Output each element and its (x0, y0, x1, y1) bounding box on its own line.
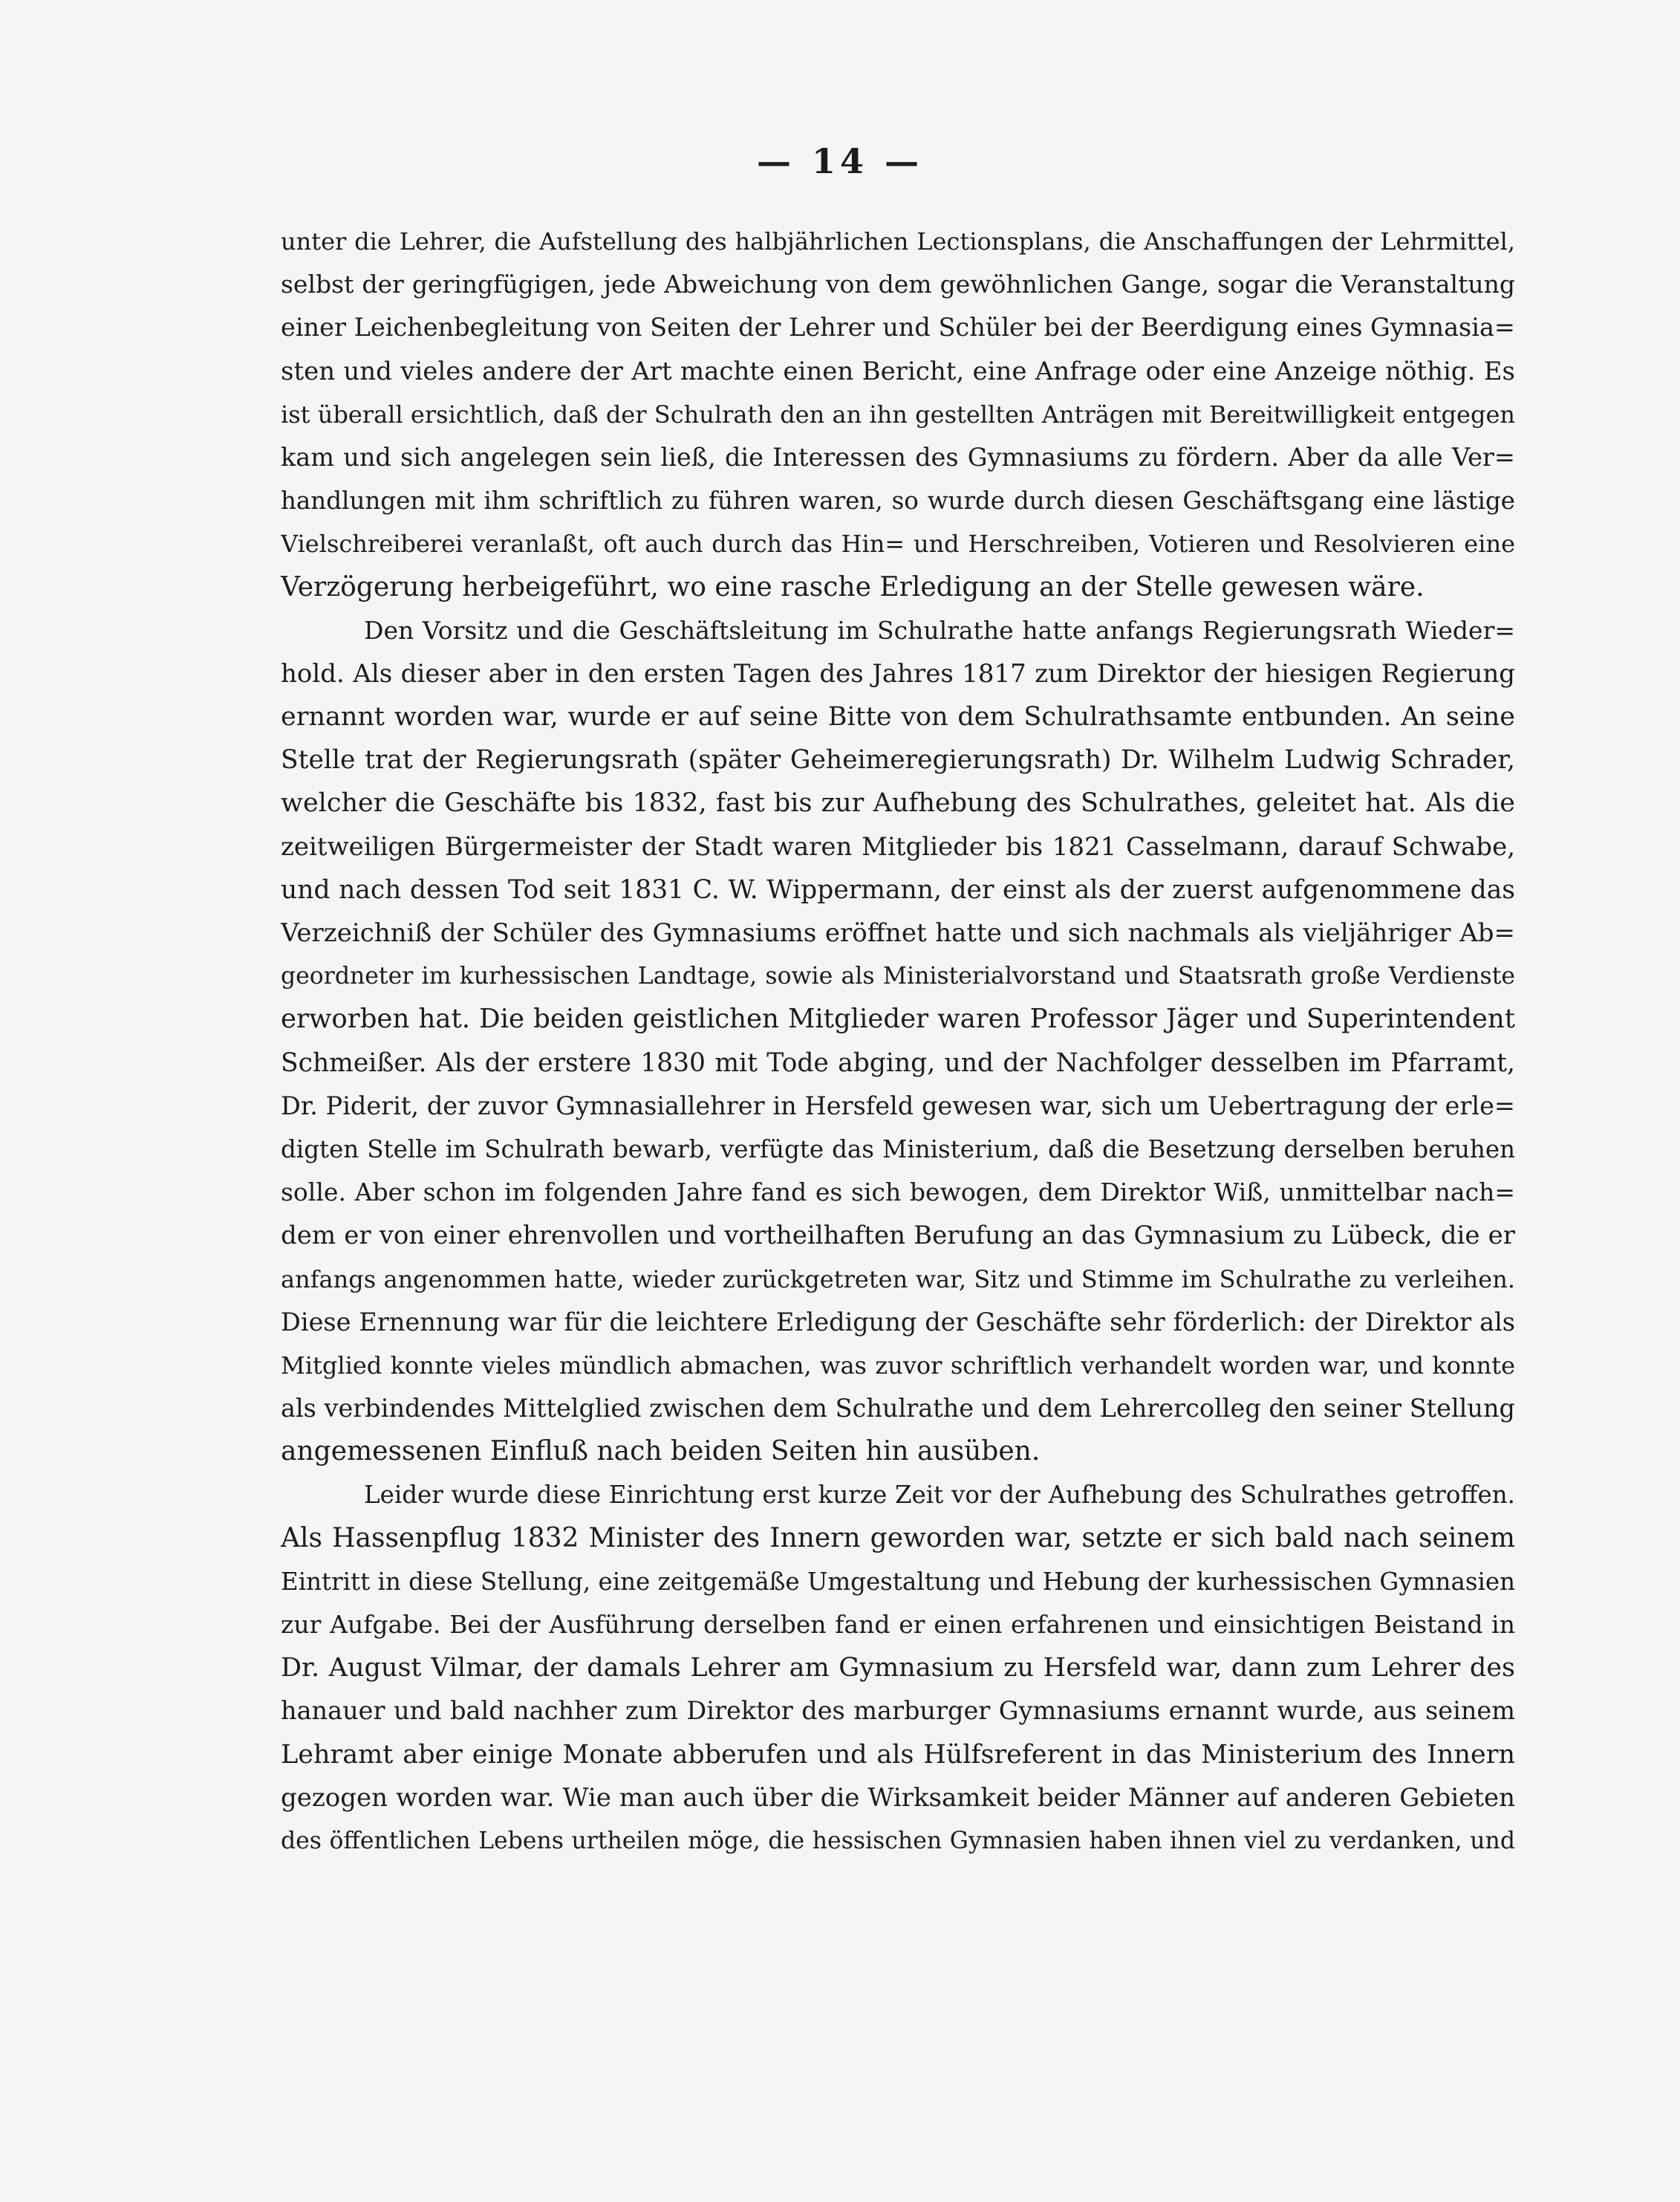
text-line: welcher die Geschäfte bis 1832, fast bis zur Aufhebung des Schulrathes, geleitet hat. Als die (281, 788, 1515, 819)
page-number: — 14 — (756, 141, 924, 181)
text-line: zeitweiligen Bürgermeister der Stadt waren Mitglieder bis 1821 Casselmann, darauf Schwabe, (281, 831, 1515, 862)
text-line: als verbindendes Mittelglied zwischen dem Schulrathe und dem Lehrercolleg den seiner Stellung (281, 1394, 1515, 1423)
text-line: dem er von einer ehrenvollen und vortheilhaften Berufung an das Gymnasium zu Lübeck, die er (281, 1221, 1515, 1251)
text-line: Mitglied konnte vieles mündlich abmachen, was zuvor schriftlich verhandelt worden war, und konnte (281, 1351, 1515, 1380)
text-line: Dr. August Vilmar, der damals Lehrer am Gymnasium zu Hersfeld war, dann zum Lehrer des (281, 1653, 1515, 1683)
text-line: anfangs angenommen hatte, wieder zurückgetreten war, Sitz und Stimme im Schulrathe zu verleihen. (281, 1264, 1515, 1293)
text-line: Dr. Piderit, der zuvor Gymnasiallehrer in Hersfeld gewesen war, sich um Uebertragung der erle= (281, 1091, 1515, 1120)
body-text (281, 220, 1515, 1862)
text-line: solle. Aber schon im folgenden Jahre fand es sich bewogen, dem Direktor Wiß, unmittelbar nach= (281, 1178, 1515, 1207)
text-line: Diese Ernennung war für die leichtere Erledigung der Geschäfte sehr förderlich: der Direktor als (281, 1307, 1515, 1337)
text-line: Stelle trat der Regierungsrath (später Geheimeregierungsrath) Dr. Wilhelm Ludwig Schrader, (281, 745, 1515, 776)
text-line: Schmeißer. Als der erstere 1830 mit Tode abging, und der Nachfolger desselben im Pfarramt, (281, 1048, 1515, 1078)
text-line: Den Vorsitz und die Geschäftsleitung im Schulrathe hatte anfangs Regierungsrath Wieder= (364, 615, 1515, 645)
text-line: ist überall ersichtlich, daß der Schulrath den an ihn gestellten Anträgen mit Bereitwilligkeit entgegen (281, 400, 1515, 429)
text-line: und nach dessen Tod seit 1831 C. W. Wippermann, der einst als der zuerst aufgenommene das (281, 874, 1515, 905)
text-line: geordneter im kurhessischen Landtage, sowie als Ministerialvorstand und Staatsrath große Verdienste (281, 963, 1515, 990)
text-line: selbst der geringfügigen, jede Abweichung von dem gewöhnlichen Gange, sogar die Veranstaltung (281, 270, 1515, 299)
text-line: des öffentlichen Lebens urtheilen möge, die hessischen Gymnasien haben ihnen viel zu verdanken, und (281, 1827, 1515, 1854)
text-line: gezogen worden war. Wie man auch über die Wirksamkeit beider Männer auf anderen Gebieten (281, 1782, 1515, 1813)
text-line: angemessenen Einfluß nach beiden Seiten hin ausüben. (281, 1436, 1041, 1467)
text-line: Leider wurde diese Einrichtung erst kurze Zeit vor der Aufhebung des Schulrathes getroffen. (364, 1481, 1515, 1510)
text-line: Vielschreiberei veranlaßt, oft auch durch das Hin= und Herschreiben, Votieren und Resolvieren eine (281, 530, 1515, 559)
text-line: Verzeichniß der Schüler des Gymnasiums eröffnet hatte und sich nachmals als vieljähriger Ab= (281, 918, 1515, 948)
text-line: kam und sich angelegen sein ließ, die Interessen des Gymnasiums zu fördern. Aber da alle Ver= (281, 442, 1515, 472)
text-line: digten Stelle im Schulrath bewarb, verfügte das Ministerium, daß die Besetzung derselben beruhen (281, 1134, 1515, 1163)
text-line: ernannt worden war, wurde er auf seine Bitte von dem Schulrathsamte entbunden. An seine (281, 702, 1515, 733)
text-line: Eintritt in diese Stellung, eine zeitgemäße Umgestaltung und Hebung der kurhessischen Gymnasien (281, 1567, 1515, 1596)
text-line: handlungen mit ihm schriftlich zu führen waren, so wurde durch diesen Geschäftsgang eine lästige (281, 487, 1515, 516)
text-line: erworben hat. Die beiden geistlichen Mitglieder waren Professor Jäger und Superintendent (281, 1004, 1515, 1035)
text-line: zur Aufgabe. Bei der Ausführung derselben fand er einen erfahrenen und einsichtigen Beistand in (281, 1610, 1515, 1639)
text-line: einer Leichenbegleitung von Seiten der Lehrer und Schüler bei der Beerdigung eines Gymnasia= (281, 313, 1515, 342)
text-line: unter die Lehrer, die Aufstellung des halbjährlichen Lectionsplans, die Anschaffungen der Lehrmittel, (281, 227, 1515, 256)
text-line: Als Hassenpflug 1832 Minister des Innern geworden war, setzte er sich bald nach seinem (281, 1522, 1515, 1553)
text-line: Lehramt aber einige Monate abberufen und als Hülfsreferent in das Ministerium des Innern (281, 1739, 1515, 1770)
text-line: sten und vieles andere der Art machte einen Bericht, eine Anfrage oder eine Anzeige nöthig. Es (281, 356, 1515, 386)
text-line: hanauer und bald nachher zum Direktor des marburger Gymnasiums ernannt wurde, aus seinem (281, 1696, 1515, 1726)
text-line: Verzögerung herbeigeführt, wo eine rasche Erledigung an der Stelle gewesen wäre. (281, 571, 1425, 603)
text-line: hold. Als dieser aber in den ersten Tagen des Jahres 1817 zum Direktor der hiesigen Regierung (281, 658, 1515, 689)
